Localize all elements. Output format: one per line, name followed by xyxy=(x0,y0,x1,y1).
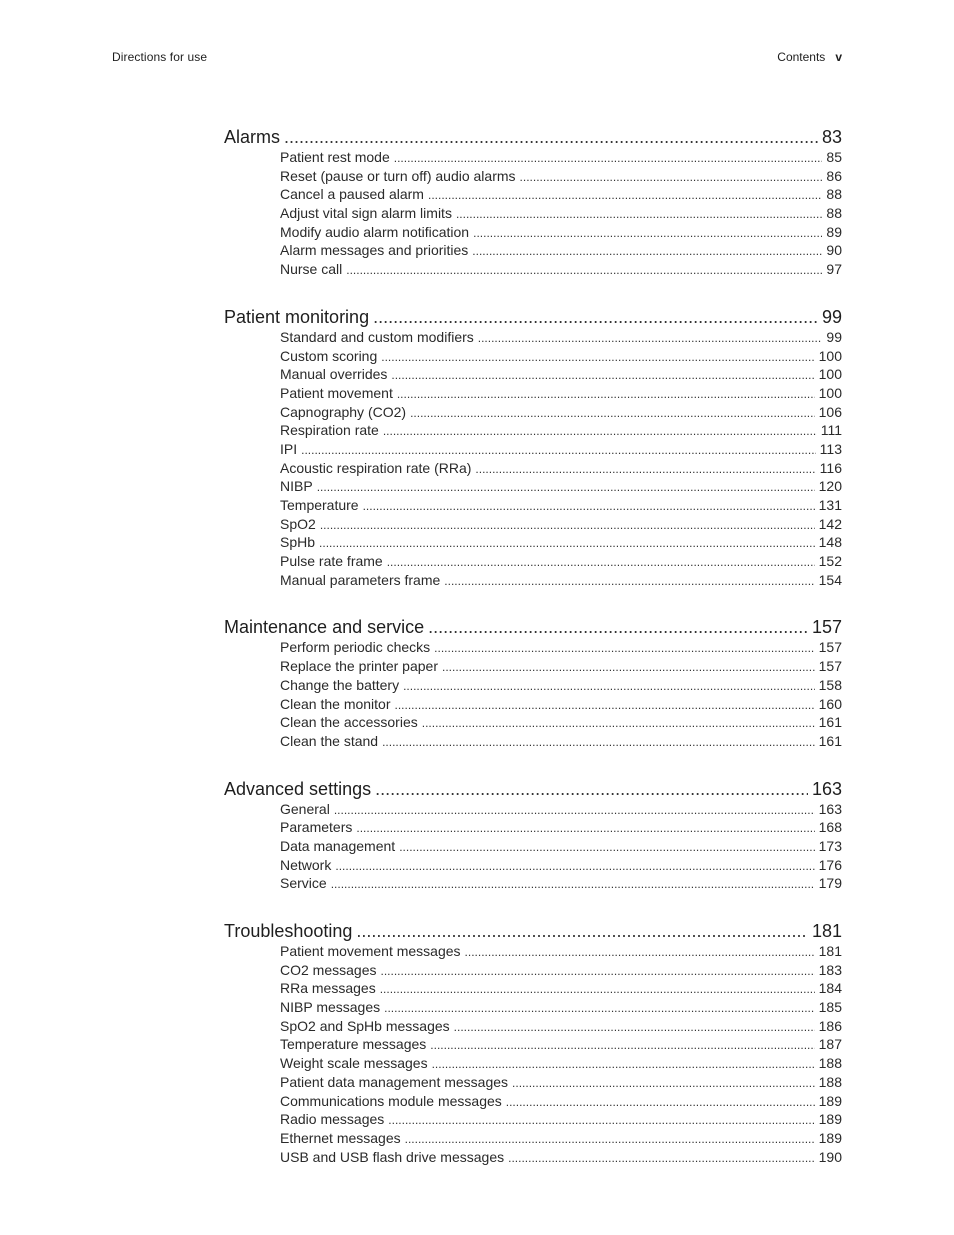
toc-subentry-page: 111 xyxy=(820,422,842,439)
toc-subentry-title: USB and USB flash drive messages xyxy=(280,1148,505,1165)
toc-subentry-title: Change the battery xyxy=(280,676,400,693)
toc-subentry[interactable] xyxy=(280,552,842,571)
toc-chapter-title: Troubleshooting xyxy=(224,921,353,941)
toc-subentry-page: 142 xyxy=(818,515,842,532)
dot-leader xyxy=(363,497,815,515)
toc-subentry[interactable] xyxy=(280,260,842,279)
toc-subentry-page: 152 xyxy=(818,553,842,570)
toc-subentry-page: 113 xyxy=(819,440,842,457)
toc-subentry-title: SpHb xyxy=(280,534,316,551)
toc-subentry-page: 187 xyxy=(818,1036,842,1053)
dot-leader xyxy=(472,242,822,260)
toc-subentry[interactable] xyxy=(280,942,842,961)
toc-subentry-title: Clean the accessories xyxy=(280,714,418,731)
toc-subentry-page: 100 xyxy=(818,366,842,383)
toc-chapter-title: Patient monitoring xyxy=(224,306,370,327)
toc-subentry-page: 131 xyxy=(818,497,842,513)
toc-chapter-page: 83 xyxy=(821,127,842,147)
dot-leader xyxy=(397,385,815,403)
toc-subentry-title: Adjust vital sign alarm limits xyxy=(280,205,452,222)
toc-chapter-entry[interactable] xyxy=(224,778,842,800)
toc-subentry-title: Data management xyxy=(280,837,396,854)
toc-subentry-title: Network xyxy=(280,856,332,873)
dot-leader xyxy=(284,126,818,148)
toc-subentry[interactable] xyxy=(280,515,842,534)
toc-subentry[interactable] xyxy=(280,837,842,856)
dot-leader xyxy=(422,714,815,732)
toc-subentry[interactable] xyxy=(280,1092,842,1111)
dot-leader xyxy=(335,857,814,875)
toc-subentry-title: NIBP xyxy=(280,478,313,495)
toc-subentry-title: Patient movement xyxy=(280,384,393,401)
dot-leader xyxy=(428,616,808,638)
toc-subentry[interactable] xyxy=(280,167,842,186)
dot-leader xyxy=(444,572,814,590)
dot-leader xyxy=(395,696,815,714)
toc-subentry-title: Communications module messages xyxy=(280,1092,502,1109)
toc-subentry-page: 157 xyxy=(818,658,842,675)
dot-leader xyxy=(380,980,815,998)
toc-chapter-entry[interactable] xyxy=(224,306,842,328)
toc-subentry-title: Patient data management messages xyxy=(280,1073,509,1090)
toc-subentry-page: 148 xyxy=(818,534,842,551)
toc-subentry-page: 181 xyxy=(818,943,842,959)
toc-subentry-page: 100 xyxy=(818,347,842,364)
dot-leader xyxy=(410,404,815,422)
dot-leader xyxy=(381,348,814,366)
toc-subentry[interactable] xyxy=(280,384,842,403)
toc-subentry-page: 176 xyxy=(818,856,842,873)
toc-subentry-list xyxy=(280,638,842,750)
toc-subentry-page: 88 xyxy=(826,205,842,222)
dot-leader xyxy=(384,999,815,1017)
dot-leader xyxy=(375,778,808,800)
toc-subentry-page: 89 xyxy=(826,223,842,240)
toc-subentry[interactable] xyxy=(280,979,842,998)
toc-subentry-page: 100 xyxy=(818,384,842,401)
toc-subentry[interactable] xyxy=(280,1017,842,1036)
toc-subentry-title: RRa messages xyxy=(280,980,376,997)
toc-chapter-title: Maintenance and service xyxy=(224,617,425,638)
toc-subentry[interactable] xyxy=(280,440,842,459)
toc-subentry-page: 188 xyxy=(818,1055,842,1072)
dot-leader xyxy=(512,1074,815,1092)
toc-subentry[interactable] xyxy=(280,818,842,837)
toc-subentry[interactable] xyxy=(280,1035,842,1054)
toc-subentry-title: Temperature xyxy=(280,497,359,513)
dot-leader xyxy=(317,478,815,496)
toc-subentry[interactable] xyxy=(280,856,842,875)
toc-subentry-title: General xyxy=(280,800,330,817)
toc-subentry-title: Perform periodic checks xyxy=(280,639,431,656)
toc-subentry-page: 97 xyxy=(826,261,842,278)
toc-subentry-page: 106 xyxy=(818,403,842,420)
toc-subentry-page: 168 xyxy=(818,819,842,836)
dot-leader xyxy=(434,639,814,657)
toc-subentry-title: Capnography (CO2) xyxy=(280,403,407,420)
toc-subentry[interactable] xyxy=(280,365,842,384)
toc-subentry[interactable] xyxy=(280,477,842,496)
toc-subentry-title: Weight scale messages xyxy=(280,1055,428,1072)
toc-subentry-list xyxy=(280,800,842,893)
toc-subentry-title: SpO2 xyxy=(280,515,316,532)
toc-chapter-title: Alarms xyxy=(224,127,281,147)
toc-subentry-title: Clean the stand xyxy=(280,732,379,749)
toc-subentry-page: 158 xyxy=(818,676,842,693)
toc-subentry-title: Patient rest mode xyxy=(280,149,390,165)
toc-subentry[interactable] xyxy=(280,347,842,366)
toc-subentry-page: 188 xyxy=(818,1073,842,1090)
toc-subentry[interactable] xyxy=(280,204,842,223)
toc-chapter-page: 157 xyxy=(811,617,842,638)
toc-subentry[interactable] xyxy=(280,874,842,893)
toc-subentry-page: 86 xyxy=(826,167,842,184)
toc-subentry-page: 160 xyxy=(818,695,842,712)
toc-chapter-section xyxy=(224,616,842,750)
toc-chapter-page: 181 xyxy=(811,921,842,941)
toc-chapter-page: 163 xyxy=(811,778,842,799)
toc-subentry-title: Temperature messages xyxy=(280,1036,427,1053)
toc-subentry-title: SpO2 and SpHb messages xyxy=(280,1017,450,1034)
toc-subentry-page: 99 xyxy=(826,328,842,345)
dot-leader xyxy=(356,920,808,942)
toc-subentry[interactable] xyxy=(280,1073,842,1092)
toc-subentry[interactable] xyxy=(280,241,842,260)
toc-subentry-page: 184 xyxy=(818,980,842,997)
toc-subentry-title: Acoustic respiration rate (RRa) xyxy=(280,459,472,476)
dot-leader xyxy=(356,819,814,837)
toc-subentry[interactable] xyxy=(280,695,842,714)
toc-subentry-title: CO2 messages xyxy=(280,961,377,978)
toc-subentry[interactable] xyxy=(280,571,842,590)
toc-chapter-entry[interactable] xyxy=(224,616,842,638)
toc-subentry[interactable] xyxy=(280,185,842,204)
dot-leader xyxy=(454,1018,815,1036)
toc-subentry-list xyxy=(280,148,842,279)
toc-subentry-page: 189 xyxy=(818,1092,842,1109)
dot-leader xyxy=(320,516,815,534)
toc-subentry-page: 173 xyxy=(818,837,842,854)
toc-subentry[interactable] xyxy=(280,1148,842,1167)
toc-subentry-page: 183 xyxy=(818,961,842,978)
dot-leader xyxy=(382,733,815,751)
toc-subentry-page: 154 xyxy=(818,571,842,588)
toc-subentry[interactable] xyxy=(280,223,842,242)
toc-subentry-title: Nurse call xyxy=(280,261,343,278)
toc-subentry-title: Reset (pause or turn off) audio alarms xyxy=(280,167,516,184)
dot-leader xyxy=(478,329,823,347)
toc-subentry[interactable] xyxy=(280,1129,842,1148)
dot-leader xyxy=(383,422,817,440)
dot-leader xyxy=(508,1149,815,1167)
toc-subentry-page: 161 xyxy=(818,732,842,749)
dot-leader xyxy=(394,149,823,167)
toc-subentry[interactable] xyxy=(280,732,842,751)
dot-leader xyxy=(388,1111,814,1129)
toc-subentry-title: Respiration rate xyxy=(280,422,379,439)
toc-chapter-section xyxy=(224,778,842,893)
dot-leader xyxy=(403,677,815,695)
toc-subentry-page: 120 xyxy=(818,478,842,495)
toc-subentry[interactable] xyxy=(280,403,842,422)
toc-subentry-title: Alarm messages and priorities xyxy=(280,242,469,259)
toc-subentry-list xyxy=(280,328,842,590)
toc-subentry-title: Cancel a paused alarm xyxy=(280,186,424,203)
dot-leader xyxy=(456,205,822,223)
dot-leader xyxy=(399,838,814,856)
dot-leader xyxy=(405,1130,815,1148)
toc-subentry[interactable] xyxy=(280,676,842,695)
dot-leader xyxy=(387,553,815,571)
toc-subentry-page: 85 xyxy=(826,149,842,165)
toc-chapter-page: 99 xyxy=(821,306,842,327)
toc-subentry[interactable] xyxy=(280,459,842,478)
dot-leader xyxy=(432,1055,815,1073)
toc-subentry-title: IPI xyxy=(280,440,298,457)
toc-chapter-section xyxy=(224,306,842,590)
toc-subentry-page: 88 xyxy=(826,186,842,203)
toc-subentry-page: 190 xyxy=(818,1148,842,1165)
toc-subentry-page: 161 xyxy=(818,714,842,731)
table-of-contents xyxy=(224,126,842,1166)
dot-leader xyxy=(334,801,815,819)
toc-subentry-title: NIBP messages xyxy=(280,999,381,1016)
dot-leader xyxy=(473,224,822,242)
dot-leader xyxy=(346,261,822,279)
dot-leader xyxy=(380,962,814,980)
toc-subentry-title: Service xyxy=(280,875,327,892)
toc-subentry[interactable] xyxy=(280,961,842,980)
toc-subentry-title: Patient movement messages xyxy=(280,943,461,959)
dot-leader xyxy=(430,1036,814,1054)
dot-leader xyxy=(373,306,818,328)
toc-subentry-title: Manual parameters frame xyxy=(280,571,441,588)
dot-leader xyxy=(391,366,814,384)
dot-leader xyxy=(428,186,822,204)
toc-subentry-list xyxy=(280,942,842,1166)
toc-subentry-page: 179 xyxy=(818,875,842,892)
toc-subentry[interactable] xyxy=(280,148,842,167)
toc-subentry[interactable] xyxy=(280,328,842,347)
toc-subentry-title: Clean the monitor xyxy=(280,695,391,712)
toc-subentry-title: Ethernet messages xyxy=(280,1129,401,1146)
dot-leader xyxy=(442,658,815,676)
toc-subentry-page: 90 xyxy=(826,242,842,259)
dot-leader xyxy=(331,875,815,893)
toc-subentry[interactable] xyxy=(280,998,842,1017)
toc-subentry[interactable] xyxy=(280,1054,842,1073)
toc-subentry-title: Manual overrides xyxy=(280,366,388,383)
toc-subentry-title: Standard and custom modifiers xyxy=(280,328,474,345)
toc-subentry-page: 116 xyxy=(819,459,842,476)
toc-subentry-page: 189 xyxy=(818,1129,842,1146)
toc-subentry[interactable] xyxy=(280,800,842,819)
running-header-page-number: v xyxy=(835,50,842,64)
toc-chapter-entry[interactable] xyxy=(224,126,842,148)
toc-subentry-page: 157 xyxy=(818,639,842,656)
dot-leader xyxy=(301,441,816,459)
toc-subentry[interactable] xyxy=(280,421,842,440)
toc-subentry[interactable] xyxy=(280,533,842,552)
toc-subentry-title: Replace the printer paper xyxy=(280,658,438,675)
toc-subentry-page: 189 xyxy=(818,1111,842,1128)
dot-leader xyxy=(465,943,815,961)
toc-subentry-page: 185 xyxy=(818,999,842,1016)
toc-chapter-title: Advanced settings xyxy=(224,778,372,799)
toc-subentry[interactable] xyxy=(280,657,842,676)
toc-subentry[interactable] xyxy=(280,713,842,732)
toc-subentry[interactable] xyxy=(280,1110,842,1129)
toc-chapter-section xyxy=(224,126,842,279)
dot-leader xyxy=(319,534,815,552)
dot-leader xyxy=(506,1093,815,1111)
toc-subentry[interactable] xyxy=(280,638,842,657)
toc-subentry-page: 163 xyxy=(818,800,842,817)
toc-subentry-title: Parameters xyxy=(280,819,353,836)
running-header-section: Contents xyxy=(777,50,826,64)
toc-subentry-title: Pulse rate frame xyxy=(280,553,383,570)
toc-subentry[interactable] xyxy=(280,496,842,515)
dot-leader xyxy=(520,168,823,186)
toc-subentry-title: Radio messages xyxy=(280,1111,385,1128)
toc-chapter-section xyxy=(224,920,842,1166)
toc-subentry-title: Custom scoring xyxy=(280,347,378,364)
running-header-left: Directions for use xyxy=(112,50,208,64)
dot-leader xyxy=(475,460,815,478)
toc-chapter-entry[interactable] xyxy=(224,920,842,942)
toc-subentry-title: Modify audio alarm notification xyxy=(280,223,470,240)
toc-subentry-page: 186 xyxy=(818,1017,842,1034)
running-header-right xyxy=(777,50,842,64)
